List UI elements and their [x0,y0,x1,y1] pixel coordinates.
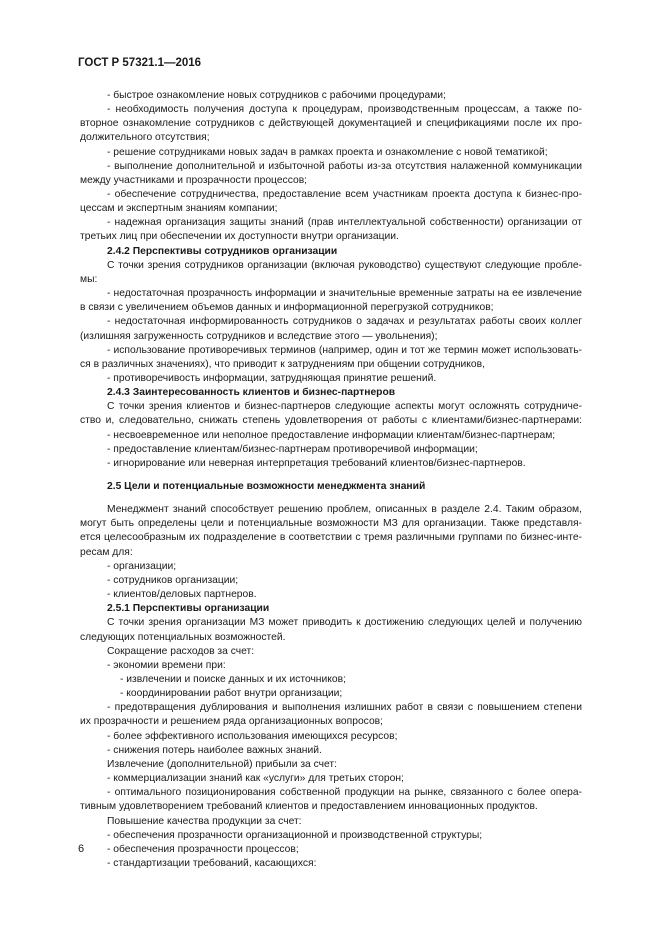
text-line: - коммерциализации знаний как «услуги» для третьих сторон; [107,773,404,785]
text-line: могут быть определены цели и потенциальные возможности МЗ для организации. Также представля- [80,518,582,530]
text-line: третьих лиц при обеспечении их доступности внутри организации. [80,231,399,243]
text-line: - более эффективного использования имеющихся ресурсов; [107,730,398,742]
text-line: - недостаточная информированность сотрудников о задачах и результатах работы своих коллег [107,316,582,328]
text-line: С точки зрения сотрудников организации (включая руководство) существуют следующие пробле- [107,259,582,271]
section-heading: 2.5.1 Перспективы организации [107,603,270,615]
text-line: С точки зрения клиентов и бизнес-партнеров следующие аспекты могут осложнять сотрудниче- [107,401,582,413]
text-line: - снижения потерь наиболее важных знаний. [107,744,322,756]
text-line: Повышение качества продукции за счет: [107,815,302,827]
text-line: - необходимость получения доступа к процедурам, производственным процессам, а также по- [107,104,582,116]
text-line: Сокращение расходов за счет: [107,645,255,657]
text-line: вторное ознакомление сотрудников с действующей документацией и спецификациями после их про- [80,118,582,130]
text-line: ство и, следовательно, снижать степень удовлетворения от работы с клиентами/бизнес-партнерами: [80,415,582,427]
text-line: Извлечение (дополнительной) прибыли за счет: [107,758,338,770]
text-line: - клиентов/деловых партнеров. [107,589,257,601]
text-line: следующих потенциальных возможностей. [80,631,286,643]
text-line: - координировании работ внутри организации; [120,688,343,700]
text-line: - предоставление клиентам/бизнес-партнерам противоречивой информации; [107,443,478,455]
text-line: Менеджмент знаний способствует решению проблем, описанных в разделе 2.4. Таким образом, [107,504,582,516]
text-line: тивным удовлетворением требований клиентов и предоставлением инновационных продуктов. [80,801,538,813]
text-line: - недостаточная прозрачность информации и значительные временные затраты на ее извлечение [107,288,582,300]
document-header: ГОСТ Р 57321.1—2016 [78,57,202,69]
text-line: между участниками и прозрачности процессов; [80,174,308,186]
section-heading: 2.4.2 Перспективы сотрудников организации [107,245,338,257]
text-line: - обеспечение сотрудничества, предоставление всем участникам проекта доступа к бизнес-про- [107,189,582,201]
spacer [80,494,582,503]
text-line: ся в различных значениях), что приводит к затруднениям при общении сотрудников, [80,358,485,370]
text-line: - использование противоречивых терминов (например, один и тот же термин может использовать- [107,344,582,356]
text-line: - быстрое ознакомление новых сотрудников с рабочими процедурами; [107,90,446,101]
text-line: ется целесообразным их подразделение в соответствии с тремя различными группами по бизнес-инте- [80,532,582,544]
text-line: должительного отсутствия; [80,132,210,144]
text-line: в связи с увеличением объемов данных и информационной перегрузкой сотрудников; [80,302,494,314]
text-line: ресам для: [80,546,133,558]
page-number: 6 [78,843,85,855]
section-heading: 2.4.3 Заинтересованность клиентов и бизнес-партнеров [107,387,396,399]
section-heading: 2.5 Цели и потенциальные возможности менеджмента знаний [107,481,426,493]
spacer [80,471,582,480]
text-line: - несвоевременное или неполное предоставление информации клиентам/бизнес-партнерам; [107,429,556,441]
text-line: - игнорирование или неверная интерпретация требований клиентов/бизнес-партнеров. [107,457,526,469]
text-line: - организации; [107,560,177,572]
text-line: - извлечении и поиске данных и их источников; [120,674,346,686]
text-line: - предотвращения дублирования и выполнения излишних работ в связи с повышением степени [107,702,582,714]
text-line: цессам и экспертным знаниям компании; [80,203,278,215]
text-line: - обеспечения прозрачности процессов; [107,843,299,855]
text-line: мы: [80,273,98,285]
text-line: (излишняя загруженность сотрудников и вследствие этого — увольнения); [80,330,438,342]
text-line: - надежная организация защиты знаний (прав интеллектуальной собственности) организации от [107,217,582,229]
text-line: - сотрудников организации; [107,574,239,586]
text-line: их прозрачности и решением ряда организационных вопросов; [80,716,384,728]
document-body [80,89,582,871]
text-line: - стандартизации требований, касающихся: [107,858,317,870]
text-line: - оптимального позиционирования собственной продукции на рынке, связанного с более опера- [107,787,582,799]
text-line: - выполнение дополнительной и избыточной работы из-за отсутствия налаженной коммуникации [107,160,582,172]
text-line: - обеспечения прозрачности организационной и производственной структуры; [107,829,483,841]
text-line: С точки зрения организации МЗ может приводить к достижению следующих целей и получению [107,617,582,629]
text-line: - решение сотрудниками новых задач в рамках проекта и ознакомление с новой тематикой; [107,146,548,158]
text-line: - противоречивость информации, затрудняющая принятие решений. [107,372,437,384]
text-line: - экономии времени при: [107,659,226,671]
